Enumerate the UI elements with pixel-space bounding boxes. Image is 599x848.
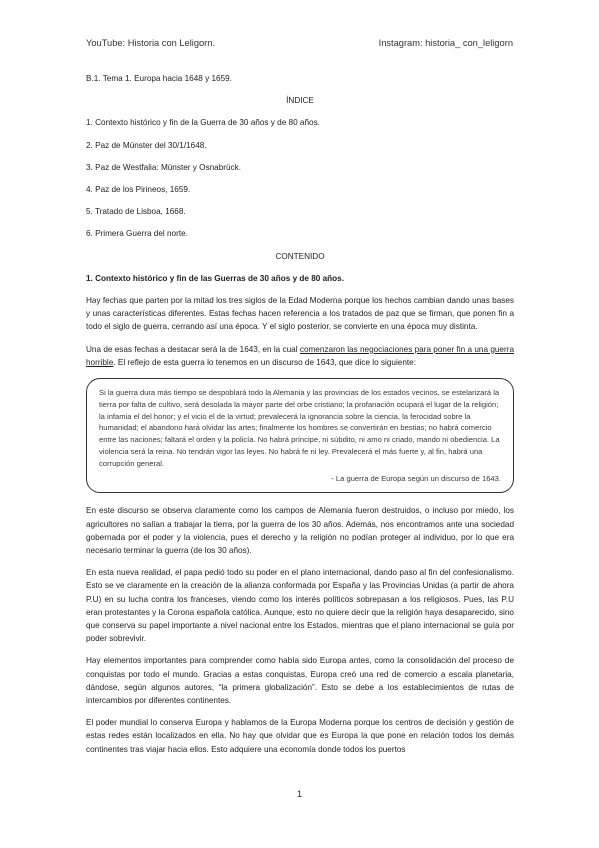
paragraph: Hay elementos importantes para comprender como había sido Europa antes, como la consolidación del proceso de conquistas por todo el mundo. Gracias a estas conquistas, Europa creó una red de comercio a escala planetaria, dándose, según algunos autores, “la primera globalización”. Esto se debe a los establecimientos de rutas de intercambios por diferentes continentes. bbox=[86, 656, 514, 706]
header-instagram: Instagram: historia_ con_leligorn bbox=[378, 38, 513, 48]
quote-box bbox=[86, 378, 514, 493]
index-item: 5. Tratado de Lisboa, 1668. bbox=[86, 207, 186, 217]
index-item: 6. Primera Guerra del norte. bbox=[86, 229, 188, 239]
index-item: 1. Contexto histórico y fin de la Guerra de 30 años y de 80 años. bbox=[86, 118, 320, 128]
paragraph: Hay fechas que parten por la mitad los tres siglos de la Edad Moderna porque los hechos cambian dando unas bases y unas características diferentes. Estas fechas hacen referencia a los tratados de paz que se firman, que ponen fin a todo el siglo de guerra, cerrando así una época. Y el siglo posterior, se convierte en una época muy distinta. bbox=[86, 296, 514, 332]
underlined-text: comenzaron las negociaciones para poner fin a una guerra horrible bbox=[86, 344, 514, 367]
header-youtube: YouTube: Historia con Leligorn. bbox=[86, 38, 216, 48]
index-item: 3. Paz de Westfalia: Münster y Osnabrück. bbox=[86, 162, 242, 172]
paragraph-text: Una de esas fechas a destacar será la de 1643, en la cual bbox=[86, 344, 300, 354]
quote-text: Si la guerra dura más tiempo se despoblará todo la Alemania y las provincias de los estados vecinos, se estelarizará la tierra por falta de cultivo, será desolada la mayor parte del orbe cristiano; la profanación ocupará el lugar de la religión; la infamia el del honor; y el vicio el de la virtud; prevalecerá la ignorancia sobre la ciencia, la ferocidad sobre la humanidad; el abandono hará olvidar las artes; finalmente los hombres se convertirán en bestias; no habrá comercio entre las naciones; faltará el orden y la policía. No habrá príncipe, ni súbdito, ni amo ni criado, mando ni obediencia. La violencia será la reina. No tendrán vigor las leyes. No habrá fe ni ley. Prevalecerá el más fuerte y, al fin, habrá una corrupción general. bbox=[99, 388, 500, 468]
index-title: ÍNDICE bbox=[286, 96, 314, 106]
quote-source: - La guerra de Europa según un discurso de 1643. bbox=[331, 473, 501, 483]
topic-line: B.1. Tema 1. Europa hacia 1648 y 1659. bbox=[86, 74, 232, 83]
index-item: 2. Paz de Münster del 30/1/1648. bbox=[86, 140, 207, 150]
paragraph: El poder mundial lo conserva Europa y hablamos de la Europa Moderna porque los centros de decisión y gestión de estas redes están localizados en ella. No hay que olvidar que es Europa la que pone en relación todos los demás continentes tras viajar hacia ellos. Esto adquiere una economía donde todos los puertos bbox=[86, 718, 514, 754]
paragraph: En este discurso se observa claramente como los campos de Alemania fueron destruidos, o incluso por miedo, los agricultores no salían a trabajar la tierra, por la guerra de los 30 años. Además, nos encontramos ante una sociedad gobernada por el poder y la violencia, pues el derecho y la religión no podían proteger al individuo, por lo que era necesario terminar la guerra (de los 30 años). bbox=[86, 506, 514, 556]
section-heading: 1. Contexto histórico y fin de las Guerras de 30 años y de 80 años. bbox=[86, 273, 344, 283]
document-body bbox=[86, 72, 514, 765]
paragraph bbox=[86, 343, 514, 369]
page-number: 1 bbox=[296, 789, 302, 799]
content-title: CONTENIDO bbox=[275, 251, 325, 261]
paragraph-text: . El reflejo de esta guerra lo tenemos en un discurso de 1643, que dice lo siguiente: bbox=[113, 357, 416, 367]
index-item: 4. Paz de los Pirineos, 1659. bbox=[86, 185, 191, 195]
paragraph: En esta nueva realidad, el papa pedió todo su poder en el plano internacional, dando paso al fin del confesionalismo. Esto se ve claramente en la creación de la alianza conformada por España y las Provincias Unidas (a partir de ahora P.U) en su lucha contra los franceses, viendo como los interés políticos sobrepasan a los religiosos. Pues, las P.U eran protestantes y la Corona española católica. Aunque, esto no quiere decir que la religión haya desaparecido, sino que conserva su papel importante a nivel nacional entre los Estados, mientras que el plano internacional se guía por poder sobrevivir. bbox=[86, 568, 514, 644]
